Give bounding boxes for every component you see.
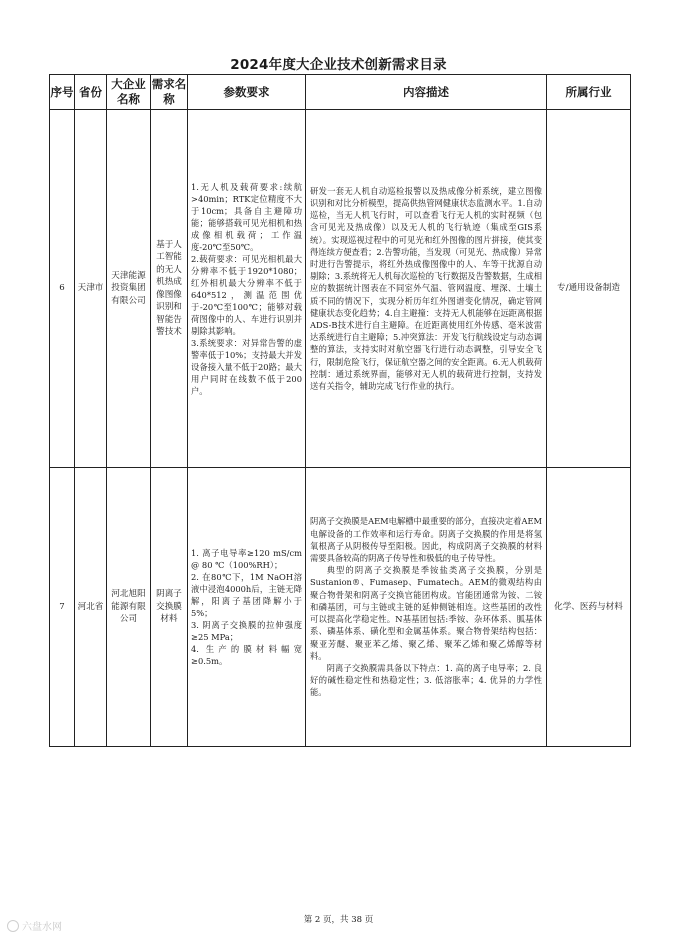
param-item: 2.载荷要求：可见光相机最大分辨率不低于1920*1080；红外相机最大分辨率不低于640*512，测温范围优于-20℃至100℃；能够对载荷图像中的人、车进行识别并剔除其影响。 [191, 253, 302, 336]
content-paragraph: 典型的阴离子交换膜是季铵盐类离子交换膜，分别是Sustanion®、Fumasep、Fumatech。AEM的微观结构由聚合物骨架和阴离子交换官能团构成。官能团通常为铵、二铵和磷基团，可与主链或主链的延伸侧链相连。这些基团的改性可以提高化学稳定性。N基基团包括:季铵、杂环体系、胍基体系、磷基体系、磺化型和金属基体系。聚合物骨架结构包括：聚亚芳醚、聚亚苯乙烯、聚乙烯、聚苯乙烯和聚乙烯醇等材料。 [310, 565, 542, 661]
cell-industry: 化学、医药与材料 [547, 468, 631, 747]
cell-province: 天津市 [75, 110, 107, 468]
cell-seq: 6 [50, 110, 75, 468]
header-company: 大企业名称 [107, 75, 151, 110]
table-row [50, 468, 631, 747]
cell-content [306, 468, 547, 747]
cell-company: 天津能源投资集团有限公司 [107, 110, 151, 468]
param-item: 3.系统要求：对异常告警的虚警率低于10%；支持最大并发设备接入量不低于20路；最大用户同时在线数不低于200户。 [191, 337, 302, 396]
document-title: 2024年度大企业技术创新需求目录 [230, 57, 447, 73]
header-content: 内容描述 [306, 75, 547, 110]
header-industry: 所属行业 [547, 75, 631, 110]
cell-province: 河北省 [75, 468, 107, 747]
watermark-logo-icon [7, 920, 19, 932]
header-params: 参数要求 [188, 75, 306, 110]
param-item: 4. 生产的膜材料幅宽≥0.5m。 [191, 644, 302, 666]
watermark-text: 六盘水网 [22, 922, 62, 933]
param-item: 1.无人机及载荷要求:续航>40min；RTK定位精度不大于10cm；具备自主避障功能；能够搭载可见光相机和热成像相机载荷；工作温度-20℃至50℃。 [191, 181, 302, 252]
param-item: 1. 离子电导率≥120 mS/cm @ 80 ℃（100%RH）； [191, 548, 302, 570]
header-need-name: 需求名称 [151, 75, 188, 110]
content-paragraph: 阴离子交换膜是AEM电解槽中最重要的部分，直接决定着AEM电解设备的工作效率和运行寿命。阴离子交换膜的作用是将氢氧根离子从阴极传导至阳极。因此，构成阴离子交换膜的材料需要具备较高的阴离子传导性和极低的电子传导性。 [310, 516, 542, 564]
header-province: 省份 [75, 75, 107, 110]
cell-params [188, 110, 306, 468]
cell-industry: 专/通用设备制造 [547, 110, 631, 468]
content-paragraph: 研发一套无人机自动巡检报警以及热成像分析系统，建立图像识别和对比分析模型，提高供热管网健康状态监测水平。1.自动巡检，当无人机飞行时，可以查看飞行无人机的实时视频（包含可见光及热成像）以及无人机的飞行轨迹（集成至GIS系统）。实现巡视过程中的可见光和红外图像的图片拼接，使其变得连续方便查看；2.告警功能，当发现（可见光、热成像）异常时进行告警提示，将红外热成像图像中的人、车等干扰源自动剔除；3.系统将无人机每次巡检的飞行数据及告警数据，生成相应的数据统计图表在不同室外气温、管网温度、埋深、土壤土质不同的情况下，实现分析历年红外图谱变化情况，确定管网健康状态变化趋势；4.自主避撞：支持无人机能够在远距离根据ADS-B技术进行自主避障。在近距离使用红外传感、毫米波雷达系统进行自主避障；5.冲突算法：开发飞行航线设定与动态调整的算法，支持实时对航空器飞行进行动态调整，引导安全飞行，限制危险飞行，保证航空器之间的安全距离。6.无人机载荷控制：通过系统界面，能够对无人机的载荷进行控制，支持发送有关指令，辅助完成飞行作业的执行。 [310, 185, 542, 392]
header-seq: 序号 [50, 75, 75, 110]
cell-need-name: 基于人工智能的无人机热成像图像识别和智能告警技术 [151, 110, 188, 468]
param-item: 3. 阴离子交换膜的拉伸强度≥25 MPa； [191, 620, 302, 642]
cell-content [306, 110, 547, 468]
page-footer: 第 2 页，共 38 页 [303, 915, 374, 925]
cell-company: 河北旭阳能源有限公司 [107, 468, 151, 747]
cell-params [188, 468, 306, 747]
cell-seq: 7 [50, 468, 75, 747]
cell-need-name: 阴离子交换膜材料 [151, 468, 188, 747]
table-row [50, 110, 631, 468]
requirements-table [49, 74, 631, 747]
param-item: 2. 在80℃下，1M NaOH溶液中浸泡4000h后，主链无降解，阳离子基团降解小于5%； [191, 572, 302, 618]
watermark [7, 918, 62, 933]
table-header-row [50, 75, 631, 110]
content-paragraph: 阴离子交换膜需具备以下特点：1. 高的离子电导率；2. 良好的碱性稳定性和热稳定性；3. 低溶胀率；4. 优异的力学性能。 [310, 662, 542, 698]
